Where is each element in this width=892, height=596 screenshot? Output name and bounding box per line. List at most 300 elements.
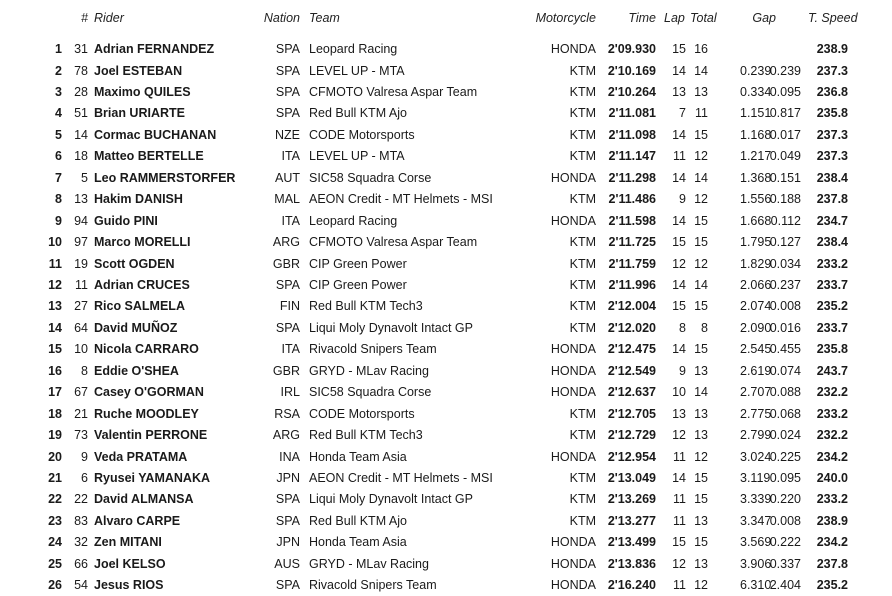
gap-to-first: 3.569	[740, 535, 772, 550]
gap-to-previous: 0.225	[769, 449, 801, 464]
top-speed: 237.8	[816, 192, 848, 207]
motorcycle: HONDA	[550, 556, 596, 571]
rider-name: Eddie O'SHEA	[94, 363, 179, 378]
gap-to-first: 1.556	[740, 192, 772, 207]
rank: 24	[48, 535, 62, 550]
total-laps: 15	[694, 213, 708, 228]
rank: 2	[55, 63, 62, 78]
rider-number: 18	[74, 149, 88, 164]
lap-time: 2'11.298	[608, 170, 656, 185]
header-nation: Nation	[263, 11, 300, 25]
top-speed: 237.3	[816, 127, 848, 142]
table-row	[0, 82, 892, 103]
rank: 25	[48, 556, 62, 571]
rider-name: Cormac BUCHANAN	[94, 127, 217, 142]
gap-to-previous: 0.008	[769, 299, 801, 314]
total-laps: 13	[694, 556, 708, 571]
top-speed: 238.4	[816, 170, 848, 185]
rider-name: Maximo QUILES	[94, 84, 191, 99]
total-laps: 13	[694, 84, 708, 99]
team-name: AEON Credit - MT Helmets - MSI	[309, 471, 493, 485]
gap-to-previous: 0.220	[769, 492, 801, 507]
rank: 6	[55, 149, 62, 164]
rank: 1	[55, 42, 62, 56]
gap-to-previous: 0.024	[769, 428, 801, 443]
rider-name: David ALMANSA	[94, 492, 194, 507]
nation: NZE	[275, 127, 300, 142]
table-row	[0, 404, 892, 425]
rider-number: 51	[74, 106, 88, 121]
rider-number: 11	[75, 277, 88, 292]
nation: AUT	[275, 170, 300, 185]
motorcycle: KTM	[569, 127, 596, 142]
gap-to-previous: 0.127	[769, 235, 801, 249]
lap: 8	[679, 320, 686, 335]
motorcycle: KTM	[569, 149, 596, 164]
table-row	[0, 254, 892, 275]
rider-name: Ryusei YAMANAKA	[94, 471, 211, 485]
lap-time: 2'11.147	[608, 149, 656, 164]
rider-name: Nicola CARRARO	[94, 342, 199, 357]
top-speed: 237.8	[816, 556, 848, 571]
rank: 21	[48, 471, 62, 485]
motorcycle: KTM	[569, 256, 596, 271]
team-name: LEVEL UP - MTA	[309, 149, 405, 164]
lap: 11	[673, 449, 686, 464]
lap: 13	[672, 406, 686, 421]
nation: ARG	[272, 428, 300, 443]
gap-to-previous: 0.088	[769, 385, 801, 400]
rank: 12	[48, 277, 62, 292]
top-speed: 233.2	[816, 256, 848, 271]
lap-time: 2'10.264	[607, 84, 656, 99]
top-speed: 234.7	[816, 213, 848, 228]
rank: 18	[48, 406, 62, 421]
total-laps: 13	[694, 363, 708, 378]
rider-name: Valentin PERRONE	[94, 428, 208, 443]
team-name: SIC58 Squadra Corse	[309, 385, 432, 400]
rider-number: 22	[74, 492, 88, 507]
header-total: Total	[690, 11, 717, 25]
rider-name: Hakim DANISH	[94, 192, 183, 207]
team-name: Red Bull KTM Ajo	[309, 106, 407, 121]
total-laps: 14	[694, 170, 708, 185]
rider-number: 27	[74, 299, 88, 314]
lap: 9	[679, 192, 686, 207]
rider-number: 6	[81, 471, 88, 485]
total-laps: 16	[694, 42, 708, 56]
rider-number: 8	[81, 363, 88, 378]
motorcycle: HONDA	[550, 170, 596, 185]
lap-time: 2'12.475	[607, 342, 656, 357]
lap-time: 2'13.269	[607, 492, 656, 507]
table-row	[0, 189, 892, 210]
table-row	[0, 447, 892, 468]
top-speed: 232.2	[816, 385, 848, 400]
total-laps: 12	[694, 578, 708, 593]
gap-to-first: 1.168	[740, 127, 772, 142]
total-laps: 15	[694, 299, 708, 314]
nation: SPA	[275, 84, 300, 99]
rider-number: 78	[74, 63, 88, 78]
rider-number: 9	[81, 449, 88, 464]
gap-to-previous: 0.237	[769, 277, 801, 292]
rank: 26	[48, 578, 62, 593]
nation: AUS	[274, 556, 300, 571]
team-name: Red Bull KTM Ajo	[309, 513, 407, 528]
table-row	[0, 103, 892, 124]
table-row	[0, 511, 892, 532]
header-num: #	[81, 11, 88, 25]
top-speed: 233.7	[816, 320, 848, 335]
rider-name: Matteo BERTELLE	[94, 149, 204, 164]
lap: 9	[679, 363, 686, 378]
gap-to-previous: 0.017	[769, 127, 801, 142]
total-laps: 15	[694, 492, 708, 507]
gap-to-first: 3.024	[740, 449, 772, 464]
rider-name: David MUÑOZ	[94, 320, 178, 335]
rider-name: Alvaro CARPE	[94, 513, 181, 528]
lap-time: 2'12.549	[607, 363, 656, 378]
rider-name: Adrian FERNANDEZ	[94, 42, 215, 56]
rider-number: 73	[74, 428, 88, 443]
table-row	[0, 125, 892, 146]
total-laps: 14	[694, 385, 708, 400]
lap-time: 2'13.277	[607, 513, 656, 528]
rank: 3	[55, 84, 62, 99]
rank: 7	[55, 170, 62, 185]
lap-time: 2'12.020	[607, 320, 656, 335]
rider-number: 94	[74, 213, 88, 228]
total-laps: 13	[694, 513, 708, 528]
gap-to-first: 1.217	[740, 149, 772, 164]
motorcycle: HONDA	[550, 578, 596, 593]
rank: 15	[48, 342, 62, 357]
gap-to-first: 2.545	[740, 342, 772, 357]
total-laps: 14	[694, 277, 708, 292]
rank: 9	[55, 213, 62, 228]
nation: GBR	[272, 256, 300, 271]
gap-to-previous: 0.034	[769, 256, 801, 271]
motorcycle: KTM	[569, 492, 596, 507]
rank: 17	[48, 385, 62, 400]
team-name: Liqui Moly Dynavolt Intact GP	[309, 320, 473, 335]
table-row	[0, 554, 892, 575]
total-laps: 13	[694, 428, 708, 443]
header-time: Time	[628, 11, 656, 25]
gap-to-first: 6.310	[740, 578, 772, 593]
table-row	[0, 489, 892, 510]
motorcycle: KTM	[569, 63, 596, 78]
top-speed: 232.2	[816, 428, 848, 443]
lap: 11	[673, 492, 686, 507]
table-row	[0, 296, 892, 317]
lap: 14	[672, 342, 686, 357]
nation: INA	[279, 449, 300, 464]
lap-time: 2'12.954	[607, 449, 656, 464]
gap-to-first: 3.347	[740, 513, 772, 528]
lap: 11	[673, 149, 686, 164]
team-name: GRYD - MLav Racing	[309, 556, 429, 571]
lap: 7	[679, 106, 686, 121]
table-row	[0, 339, 892, 360]
rider-name: Rico SALMELA	[94, 299, 185, 314]
rider-name: Scott OGDEN	[94, 256, 175, 271]
total-laps: 15	[694, 535, 708, 550]
lap-time: 2'16.240	[607, 578, 656, 593]
top-speed: 238.9	[816, 42, 848, 56]
table-header	[0, 8, 892, 29]
rider-number: 97	[74, 235, 88, 249]
rider-name: Jesus RIOS	[94, 578, 164, 593]
motorcycle: KTM	[569, 471, 596, 485]
gap-to-previous: 0.188	[769, 192, 801, 207]
total-laps: 15	[694, 235, 708, 249]
team-name: CFMOTO Valresa Aspar Team	[309, 84, 478, 99]
lap: 14	[672, 213, 686, 228]
gap-to-previous: 0.016	[769, 320, 801, 335]
motorcycle: KTM	[569, 84, 596, 99]
rider-number: 14	[74, 127, 88, 142]
gap-to-previous: 0.239	[769, 63, 801, 78]
rider-name: Veda PRATAMA	[94, 449, 188, 464]
motorcycle: KTM	[569, 406, 596, 421]
header-lap: Lap	[664, 11, 685, 25]
lap-time: 2'13.049	[607, 471, 656, 485]
rider-name: Joel ESTEBAN	[94, 63, 183, 78]
header-rider: Rider	[94, 11, 124, 25]
nation: GBR	[272, 363, 300, 378]
top-speed: 236.8	[816, 84, 848, 99]
gap-to-previous: 0.008	[769, 513, 801, 528]
gap-to-first: 1.829	[740, 256, 772, 271]
team-name: Red Bull KTM Tech3	[309, 299, 423, 314]
team-name: CIP Green Power	[309, 277, 407, 292]
top-speed: 240.0	[816, 471, 848, 485]
top-speed: 238.9	[816, 513, 848, 528]
rank: 19	[48, 428, 62, 443]
team-name: Red Bull KTM Tech3	[309, 428, 423, 443]
motorcycle: KTM	[569, 235, 596, 249]
top-speed: 235.8	[816, 106, 848, 121]
total-laps: 13	[694, 406, 708, 421]
top-speed: 234.2	[816, 449, 848, 464]
nation: SPA	[275, 513, 300, 528]
lap-time: 2'12.637	[607, 385, 656, 400]
gap-to-previous: 0.151	[769, 170, 801, 185]
lap: 14	[672, 170, 686, 185]
rider-name: Guido PINI	[94, 213, 158, 228]
lap-time: 2'09.930	[607, 42, 656, 56]
nation: SPA	[275, 492, 300, 507]
team-name: Rivacold Snipers Team	[309, 578, 437, 593]
gap-to-first: 1.368	[740, 170, 772, 185]
top-speed: 235.2	[816, 299, 848, 314]
total-laps: 14	[694, 63, 708, 78]
nation: MAL	[274, 192, 300, 207]
lap-time: 2'11.081	[608, 106, 656, 121]
motorcycle: HONDA	[550, 342, 596, 357]
header-motorcycle: Motorcycle	[535, 11, 596, 25]
motorcycle: KTM	[569, 192, 596, 207]
team-name: CODE Motorsports	[309, 127, 415, 142]
gap-to-first: 1.668	[740, 213, 772, 228]
rider-number: 10	[74, 342, 88, 357]
nation: ITA	[281, 149, 300, 164]
rank: 20	[48, 449, 62, 464]
rider-number: 5	[81, 170, 88, 185]
team-name: CIP Green Power	[309, 256, 407, 271]
total-laps: 15	[694, 127, 708, 142]
top-speed: 234.2	[816, 535, 848, 550]
rider-number: 83	[74, 513, 88, 528]
table-row	[0, 39, 892, 60]
motorcycle: KTM	[569, 277, 596, 292]
gap-to-first: 1.151	[740, 106, 772, 121]
rider-name: Zen MITANI	[94, 535, 162, 550]
rider-number: 54	[74, 578, 88, 593]
nation: SPA	[275, 320, 300, 335]
gap-to-previous: 0.095	[769, 84, 801, 99]
nation: SPA	[275, 63, 300, 78]
team-name: Liqui Moly Dynavolt Intact GP	[309, 492, 473, 507]
top-speed: 237.3	[816, 63, 848, 78]
lap: 12	[672, 428, 686, 443]
nation: ITA	[281, 213, 300, 228]
lap: 14	[672, 277, 686, 292]
total-laps: 12	[694, 256, 708, 271]
table-row	[0, 168, 892, 189]
lap-time: 2'11.725	[608, 235, 656, 249]
gap-to-first: 2.707	[740, 385, 772, 400]
team-name: Rivacold Snipers Team	[309, 342, 437, 357]
table-row	[0, 61, 892, 82]
rider-number: 28	[74, 84, 88, 99]
gap-to-previous: 2.404	[769, 578, 801, 593]
team-name: Honda Team Asia	[309, 449, 407, 464]
lap: 14	[672, 127, 686, 142]
top-speed: 233.2	[816, 492, 848, 507]
table-row	[0, 146, 892, 167]
gap-to-previous: 0.222	[769, 535, 801, 550]
table-row	[0, 425, 892, 446]
motorcycle: HONDA	[550, 363, 596, 378]
rider-number: 13	[74, 192, 88, 207]
team-name: AEON Credit - MT Helmets - MSI	[309, 192, 493, 207]
lap-time: 2'11.098	[608, 127, 656, 142]
team-name: CODE Motorsports	[309, 406, 415, 421]
motorcycle: HONDA	[550, 385, 596, 400]
motorcycle: KTM	[569, 320, 596, 335]
gap-to-first: 3.119	[740, 471, 771, 485]
rider-name: Brian URIARTE	[94, 106, 185, 121]
rank: 4	[55, 106, 62, 121]
lap: 12	[672, 256, 686, 271]
gap-to-previous: 0.817	[769, 106, 801, 121]
lap: 11	[673, 513, 686, 528]
table-row	[0, 361, 892, 382]
lap-time: 2'13.499	[607, 535, 656, 550]
rider-number: 32	[74, 535, 88, 550]
lap: 15	[672, 299, 686, 314]
gap-to-previous: 0.068	[769, 406, 801, 421]
total-laps: 15	[694, 342, 708, 357]
total-laps: 8	[701, 320, 708, 335]
nation: SPA	[275, 277, 300, 292]
top-speed: 243.7	[816, 363, 848, 378]
nation: ARG	[272, 235, 300, 249]
lap-time: 2'13.836	[607, 556, 656, 571]
lap: 15	[672, 235, 686, 249]
rank: 13	[48, 299, 62, 314]
rider-name: Joel KELSO	[94, 556, 166, 571]
rider-number: 67	[74, 385, 88, 400]
gap-to-previous: 0.112	[770, 213, 801, 228]
table-row	[0, 211, 892, 232]
gap-to-previous: 0.095	[769, 471, 801, 485]
rider-number: 31	[74, 42, 88, 56]
team-name: SIC58 Squadra Corse	[309, 170, 432, 185]
gap-to-first: 2.066	[740, 277, 772, 292]
total-laps: 11	[695, 106, 708, 121]
gap-to-previous: 0.337	[769, 556, 801, 571]
table-row	[0, 532, 892, 553]
team-name: Honda Team Asia	[309, 535, 407, 550]
team-name: Leopard Racing	[309, 213, 398, 228]
lap-time: 2'12.729	[607, 428, 656, 443]
rider-number: 66	[74, 556, 88, 571]
gap-to-first: 0.239	[740, 63, 772, 78]
motorcycle: KTM	[569, 299, 596, 314]
motorcycle: HONDA	[550, 449, 596, 464]
lap-time: 2'11.598	[608, 213, 656, 228]
lap: 14	[672, 63, 686, 78]
top-speed: 235.2	[816, 578, 848, 593]
rank: 16	[48, 363, 62, 378]
motorcycle: KTM	[569, 428, 596, 443]
nation: FIN	[279, 299, 300, 314]
gap-to-first: 2.619	[740, 363, 772, 378]
table-row	[0, 575, 892, 596]
gap-to-first: 2.090	[740, 320, 772, 335]
lap-time: 2'12.004	[607, 299, 656, 314]
total-laps: 12	[694, 149, 708, 164]
nation: IRL	[280, 385, 300, 400]
lap-time: 2'11.486	[608, 192, 656, 207]
gap-to-first: 0.334	[740, 84, 772, 99]
table-row	[0, 232, 892, 253]
lap-time: 2'10.169	[607, 63, 656, 78]
motorcycle: KTM	[569, 106, 596, 121]
nation: SPA	[275, 106, 300, 121]
team-name: CFMOTO Valresa Aspar Team	[309, 235, 478, 249]
motorcycle: HONDA	[550, 42, 596, 56]
rank: 23	[48, 513, 62, 528]
motorcycle: KTM	[569, 513, 596, 528]
lap: 11	[673, 578, 686, 593]
gap-to-previous: 0.049	[769, 149, 801, 164]
table-row	[0, 468, 892, 489]
lap: 10	[672, 385, 686, 400]
header-gap: Gap	[752, 11, 776, 25]
gap-to-first: 3.339	[740, 492, 772, 507]
gap-to-first: 1.795	[740, 235, 772, 249]
gap-to-previous: 0.074	[769, 363, 801, 378]
nation: JPN	[276, 535, 300, 550]
header-team: Team	[309, 11, 340, 25]
rank: 8	[55, 192, 62, 207]
top-speed: 233.7	[816, 277, 848, 292]
